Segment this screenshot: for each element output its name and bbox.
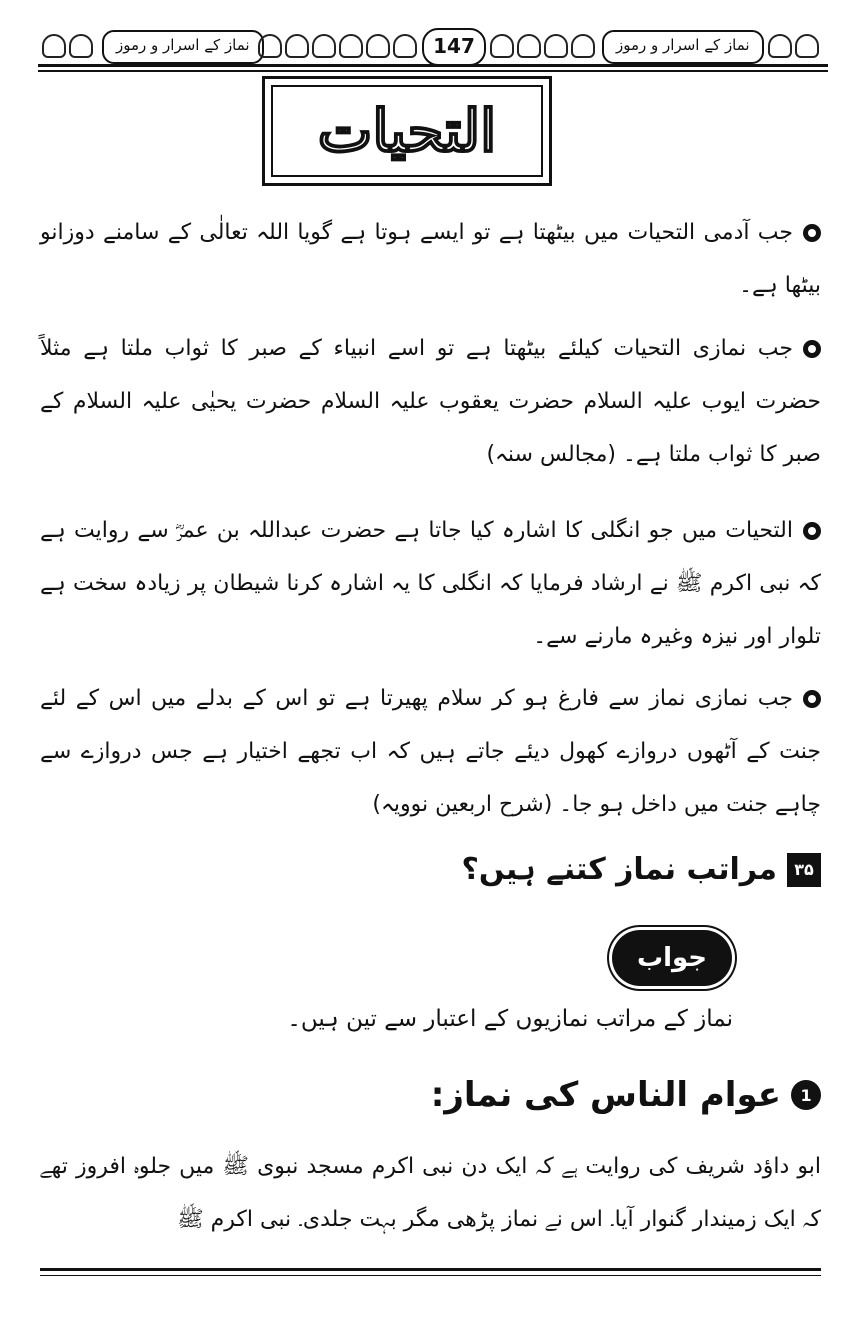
bullet-icon [803, 340, 821, 358]
header-ornaments-right [768, 32, 819, 60]
paragraph-text: التحیات میں جو انگلی کا اشارہ کیا جاتا ہے حضرت عبداللہ بن عمرؓ سے روایت ہے کہ نبی اکرم ﷺ نے ارشاد فرمایا کہ انگلی کا یہ اشارہ کرنا شیطان پر زیادہ سخت ہے تلوار اور نیزہ وغیرہ مارنے سے۔ [40, 518, 821, 649]
question-number: ۳۵ [787, 853, 821, 887]
ornament-icon [393, 34, 417, 58]
answer-text: نماز کے مراتب نمازیوں کے اعتبار سے تین ہیں۔ [287, 1006, 733, 1032]
subheading-number: 1 [791, 1080, 821, 1110]
header-book-title-left: نماز کے اسرار و رموز [102, 30, 264, 64]
bullet-icon [803, 522, 821, 540]
ornament-icon [285, 34, 309, 58]
ornament-icon [544, 34, 568, 58]
question-text: مراتب نماز کتنے ہیں؟ [461, 852, 777, 887]
ornament-icon [768, 34, 792, 58]
ornament-icon [312, 34, 336, 58]
paragraph-1 [40, 206, 821, 312]
paragraph-text: جب نمازی التحیات کیلئے بیٹھتا ہے تو اسے انبیاء کے صبر کا ثواب ملتا ہے مثلاً حضرت ایوب علیہ السلام حضرت یعقوب علیہ السلام حضرت یحیٰی علیہ السلام کے صبر کا ثواب ملتا ہے۔ (مجالس سنہ) [40, 336, 821, 467]
question-heading [461, 852, 821, 887]
ornament-icon [366, 34, 390, 58]
ornament-icon [339, 34, 363, 58]
ornament-icon [69, 34, 93, 58]
paragraph-3 [40, 504, 821, 663]
chapter-title: التحیات [317, 97, 497, 165]
ornament-icon [571, 34, 595, 58]
closing-paragraph [40, 1140, 821, 1246]
header-ornaments-mid-right [490, 32, 595, 60]
answer-badge: جواب [612, 930, 732, 986]
ornament-icon [258, 34, 282, 58]
paragraph-text: ابو داؤد شریف کی روایت ہے کہ ایک دن نبی اکرم مسجد نبوی ﷺ میں جلوہ افروز تھے کہ ایک زمیندار گنوار آیا۔ اس نے نماز پڑھی مگر بہت جلدی۔ نبی اکرم ﷺ [40, 1154, 821, 1232]
ornament-icon [517, 34, 541, 58]
paragraph-text: جب نمازی نماز سے فارغ ہو کر سلام پھیرتا ہے تو اس کے بدلے میں اس کے لئے جنت کے آٹھوں دروازے کھول دیئے جاتے ہیں کہ اب تجھے اختیار ہے جس دروازے سے چاہے جنت میں داخل ہو جا۔ (شرح اربعین نوویہ) [40, 686, 821, 817]
paragraph-4 [40, 672, 821, 831]
footer-rule-thin [40, 1275, 821, 1276]
bullet-icon [803, 224, 821, 242]
footer-rule [40, 1268, 821, 1271]
ornament-icon [42, 34, 66, 58]
bullet-icon [803, 690, 821, 708]
subheading [431, 1075, 821, 1115]
paragraph-2 [40, 322, 821, 481]
header-ornaments-left [42, 32, 93, 60]
subheading-text: عوام الناس کی نماز: [430, 1075, 781, 1115]
header-ornaments-mid-left [258, 32, 417, 60]
header-book-title-right: نماز کے اسرار و رموز [602, 30, 764, 64]
ornament-icon [795, 34, 819, 58]
paragraph-text: جب آدمی التحیات میں بیٹھتا ہے تو ایسے ہوتا ہے گویا اللہ تعالٰی کے سامنے دوزانو بیٹھا ہے۔ [40, 220, 821, 298]
chapter-title-box [262, 76, 552, 186]
page-header [38, 28, 828, 67]
page-number: 147 [422, 28, 486, 66]
header-rule [38, 70, 828, 72]
ornament-icon [490, 34, 514, 58]
